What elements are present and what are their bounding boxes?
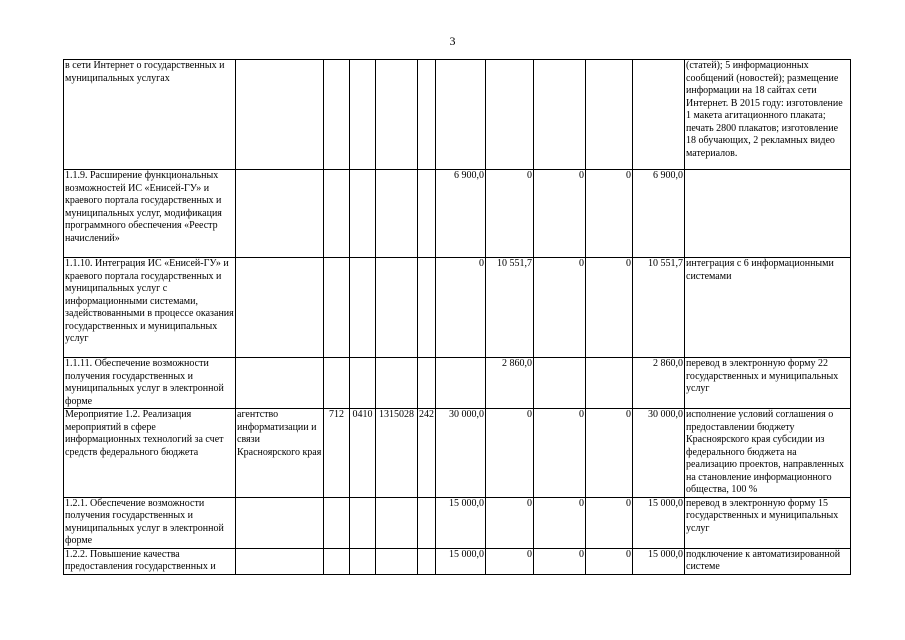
year2-cell	[486, 60, 534, 170]
total-cell	[633, 60, 685, 170]
result-cell: подключение к автоматизированной системе	[685, 548, 851, 574]
year4-cell: 0	[586, 497, 633, 548]
measure-name: в сети Интернет о государственных и муниципальных услугах	[64, 60, 236, 170]
measure-name: 1.2.2. Повышение качества предоставления государственных и	[64, 548, 236, 574]
grbs-cell	[324, 358, 350, 409]
result-cell	[685, 170, 851, 258]
measure-name: 1.1.10. Интеграция ИС «Енисей-ГУ» и краевого портала государственных и муниципальных услуг с информационными системами, задействованными в процессе оказания государственных и муниципальных услуг	[64, 258, 236, 358]
year3-cell: 0	[534, 170, 586, 258]
year4-cell: 0	[586, 548, 633, 574]
vr-cell	[418, 497, 436, 548]
year1-cell: 15 000,0	[436, 497, 486, 548]
year2-cell: 2 860,0	[486, 358, 534, 409]
rzpr-cell	[350, 258, 376, 358]
year4-cell: 0	[586, 409, 633, 498]
table-row	[64, 60, 851, 170]
year3-cell	[534, 358, 586, 409]
year1-cell: 15 000,0	[436, 548, 486, 574]
vr-cell	[418, 358, 436, 409]
total-cell: 2 860,0	[633, 358, 685, 409]
executor-cell	[236, 358, 324, 409]
vr-cell	[418, 170, 436, 258]
measure-name: Мероприятие 1.2. Реализация мероприятий в сфере информационных технологий за счет средств федерального бюджета	[64, 409, 236, 498]
year4-cell: 0	[586, 258, 633, 358]
rzpr-cell: 0410	[350, 409, 376, 498]
grbs-cell: 712	[324, 409, 350, 498]
vr-cell	[418, 60, 436, 170]
executor-cell	[236, 258, 324, 358]
grbs-cell	[324, 258, 350, 358]
vr-cell	[418, 258, 436, 358]
year1-cell: 30 000,0	[436, 409, 486, 498]
year2-cell: 10 551,7	[486, 258, 534, 358]
year1-cell	[436, 358, 486, 409]
year2-cell: 0	[486, 497, 534, 548]
table-row	[64, 358, 851, 409]
total-cell: 6 900,0	[633, 170, 685, 258]
result-cell: перевод в электронную форму 22 государственных и муниципальных услуг	[685, 358, 851, 409]
year4-cell: 0	[586, 170, 633, 258]
grbs-cell	[324, 170, 350, 258]
page-number: 3	[449, 34, 456, 48]
measure-name: 1.1.9. Расширение функциональных возможностей ИС «Енисей-ГУ» и краевого портала государственных и муниципальных услуг, модификация программного обеспечения «Реестр начислений»	[64, 170, 236, 258]
csr-cell	[376, 497, 418, 548]
executor-cell	[236, 170, 324, 258]
year2-cell: 0	[486, 170, 534, 258]
csr-cell	[376, 258, 418, 358]
grbs-cell	[324, 548, 350, 574]
year1-cell: 0	[436, 258, 486, 358]
grbs-cell	[324, 60, 350, 170]
result-cell: исполнение условий соглашения о предоставлении бюджету Красноярского края субсидии из федерального бюджета на реализацию проектов, направленных на становление информационного общества, 100 %	[685, 409, 851, 498]
result-cell: интеграция с 6 информационными системами	[685, 258, 851, 358]
measure-name: 1.2.1. Обеспечение возможности получения государственных и муниципальных услуг в электронной форме	[64, 497, 236, 548]
table-row	[64, 497, 851, 548]
csr-cell	[376, 170, 418, 258]
csr-cell	[376, 358, 418, 409]
grbs-cell	[324, 497, 350, 548]
rzpr-cell	[350, 497, 376, 548]
year3-cell	[534, 60, 586, 170]
result-cell: (статей); 5 информационных сообщений (новостей); размещение информации на 18 сайтах сети Интернет. В 2015 году: изготовление 1 макета агитационного плаката; печать 2800 плакатов; изготовление 18 обучающих, 2 рекламных видео материалов.	[685, 60, 851, 170]
vr-cell: 242	[418, 409, 436, 498]
table-row	[64, 170, 851, 258]
table-row	[64, 409, 851, 498]
executor-cell	[236, 497, 324, 548]
result-cell: перевод в электронную форму 15 государственных и муниципальных услуг	[685, 497, 851, 548]
year3-cell: 0	[534, 258, 586, 358]
total-cell: 30 000,0	[633, 409, 685, 498]
csr-cell	[376, 60, 418, 170]
year1-cell	[436, 60, 486, 170]
table-row	[64, 548, 851, 574]
year2-cell: 0	[486, 548, 534, 574]
vr-cell	[418, 548, 436, 574]
total-cell: 15 000,0	[633, 548, 685, 574]
rzpr-cell	[350, 60, 376, 170]
year3-cell: 0	[534, 548, 586, 574]
year4-cell	[586, 60, 633, 170]
csr-cell	[376, 548, 418, 574]
total-cell: 10 551,7	[633, 258, 685, 358]
rzpr-cell	[350, 170, 376, 258]
year4-cell	[586, 358, 633, 409]
total-cell: 15 000,0	[633, 497, 685, 548]
measure-name: 1.1.11. Обеспечение возможности получения государственных и муниципальных услуг в электронной форме	[64, 358, 236, 409]
executor-cell: агентство информатизации и связи Красноярского края	[236, 409, 324, 498]
table-row	[64, 258, 851, 358]
year3-cell: 0	[534, 497, 586, 548]
year2-cell: 0	[486, 409, 534, 498]
budget-table	[63, 59, 851, 575]
rzpr-cell	[350, 358, 376, 409]
rzpr-cell	[350, 548, 376, 574]
executor-cell	[236, 60, 324, 170]
csr-cell: 1315028	[376, 409, 418, 498]
executor-cell	[236, 548, 324, 574]
year3-cell: 0	[534, 409, 586, 498]
year1-cell: 6 900,0	[436, 170, 486, 258]
